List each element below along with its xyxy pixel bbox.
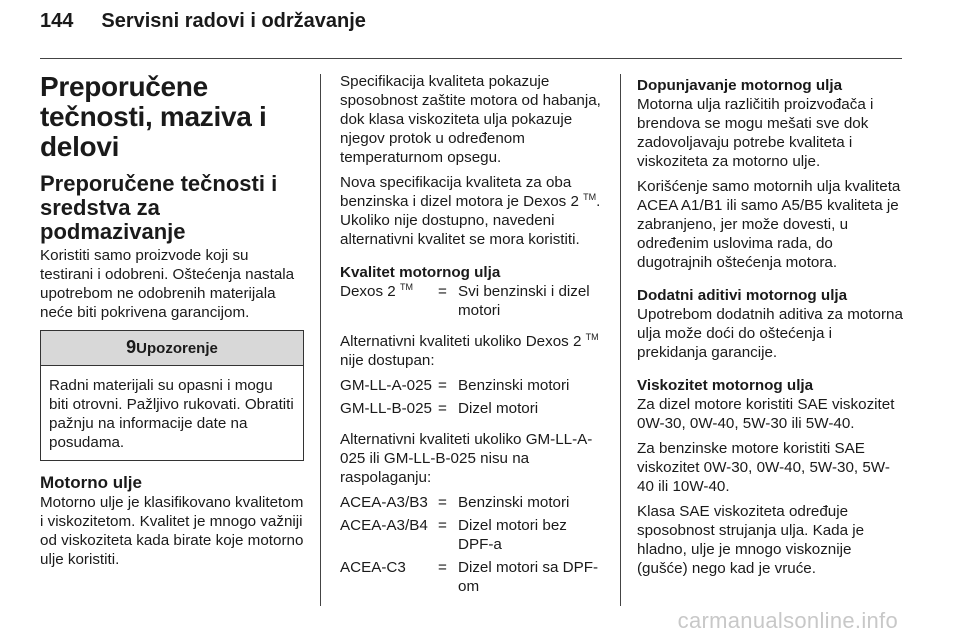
warning-icon: 9 <box>126 337 137 357</box>
quality-heading: Kvalitet motornog ulja <box>340 264 501 281</box>
spec-row: ACEA-A3/B4 = Dizel motori bez DPF-a <box>340 517 567 553</box>
spec-value: Svi benzinski i dizel motori <box>458 283 590 319</box>
oil-text: Motorno ulje je klasifikovano kvalitetom i viskozitetom. Kvalitet je mnogo važniji od viskoziteta kada birate koje motorno ulje koristiti. <box>40 494 304 568</box>
tm-mark: TM <box>583 192 597 202</box>
section-subtitle: Preporučene tečnosti i sredstva za podmazivanje <box>40 171 278 244</box>
page-number: 144 <box>40 10 74 32</box>
warning-title: Upozorenje <box>136 340 218 357</box>
oil-heading: Motorno ulje <box>40 473 142 492</box>
warning-body: Radni materijali su opasni i mogu biti otrovni. Pažljivo rukovati. Obratiti pažnju na informacije date na posudama. <box>49 377 294 451</box>
dexos-text-a: Nova specifikacija kvaliteta za oba benzinska i dizel motora je Dexos 2 <box>340 174 579 210</box>
viscosity-text-3: Klasa SAE viskoziteta određuje sposobnost strujanja ulja. Kada je hladno, ulje je mnogo viskoznije (gušće) nego kad je vruće. <box>637 503 865 577</box>
column-3 <box>637 72 903 584</box>
dexos-text <box>340 173 604 249</box>
spec-table-1 <box>340 376 604 418</box>
topup-text-1: Motorna ulja različitih proizvođača i brendova se mogu mešati sve dok zadovoljavaju potrebe kvaliteta i viskoziteta za motorno ulje. <box>637 96 874 170</box>
additives-text: Upotrebom dodatnih aditiva za motorna ulja može doći do oštećenja i prekidanja garancije. <box>637 306 903 361</box>
column-divider-1 <box>320 74 321 606</box>
quality-spec-text: Specifikacija kvaliteta pokazuje sposobnost zaštite motora od habanja, dok klasa viskoziteta ulja pokazuje njegov protok u određenom temperaturnom opsegu. <box>340 73 601 166</box>
section-title: Servisni radovi i održavanje <box>101 10 366 32</box>
column-1 <box>40 72 304 575</box>
dexos-text-b: . Ukoliko nije dostupno, navedeni alternativni kvalitet se mora koristiti. <box>340 193 601 248</box>
watermark: carmanualsonline.info <box>677 608 898 633</box>
column-divider-2 <box>620 74 621 606</box>
warning-header <box>41 331 303 366</box>
topup-text-2: Korišćenje samo motornih ulja kvaliteta ACEA A1/B1 ili samo A5/B5 kvaliteta je zabranjeno, jer može dovesti, u određenim uslovima rada, do dugotrajnih oštećenja motora. <box>637 178 901 271</box>
spec-row: ACEA-C3 = Dizel motori sa DPF-om <box>340 559 599 595</box>
spec-row: ACEA-A3/B3 = Benzinski motori <box>340 494 570 511</box>
topup-heading: Dopunjavanje motornog ulja <box>637 77 843 94</box>
spec-row: GM-LL-A-025 = Benzinski motori <box>340 377 570 394</box>
alt-text-2: Alternativni kvaliteti ukoliko GM-LL-A-025 ili GM-LL-B-025 nisu na raspolaganju: <box>340 431 593 486</box>
column-2 <box>340 72 604 600</box>
viscosity-text-1: Za dizel motore koristiti SAE viskozitet 0W-30, 0W-40, 5W-30 ili 5W-40. <box>637 396 895 432</box>
additives-heading: Dodatni aditivi motornog ulja <box>637 287 848 304</box>
page-header <box>40 10 366 33</box>
spec-eq: = <box>438 283 447 300</box>
spec-row-dexos <box>340 282 604 320</box>
viscosity-text-2: Za benzinske motore koristiti SAE viskozitet 0W-30, 0W-40, 5W-30, 5W-40 ili 10W-40. <box>637 440 890 495</box>
viscosity-heading: Viskozitet motornog ulja <box>637 377 814 394</box>
page-title: Preporučene tečnosti, maziva i delovi <box>40 71 267 162</box>
warning-box <box>40 330 304 461</box>
spec-name: Dexos 2 ™ <box>340 282 413 300</box>
spec-row: GM-LL-B-025 = Dizel motori <box>340 400 539 417</box>
spec-table-2 <box>340 493 604 596</box>
intro-text: Koristiti samo proizvode koji su testirani i odobreni. Oštećenja nastala upotrebom ne odobrenih materijala neće biti pokrivena garancijom. <box>40 247 295 321</box>
header-rule <box>40 58 902 59</box>
alt-text-1: Alternativni kvaliteti ukoliko Dexos 2 ™ nije dostupan: <box>340 332 599 369</box>
